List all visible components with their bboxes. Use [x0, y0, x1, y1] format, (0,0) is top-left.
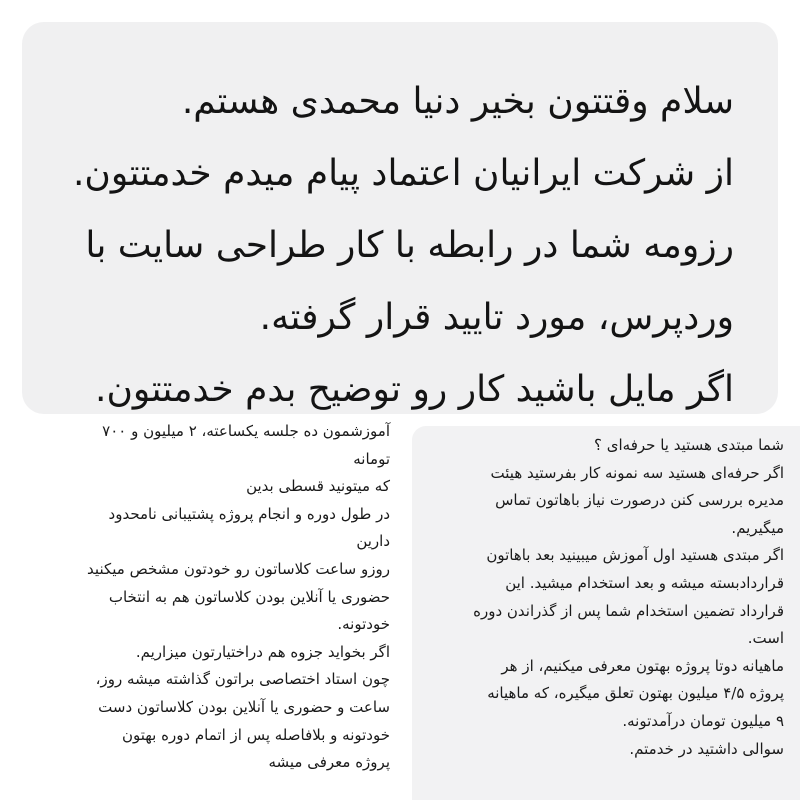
panel-line: ۹ میلیون تومان درآمدتونه. — [622, 711, 784, 730]
panel-line: قراردادبسته میشه و بعد استخدام میشید. این — [505, 573, 784, 592]
message-text — [34, 66, 734, 426]
panel-line: قرارداد تضمین استخدام شما پس از گذراندن دوره — [473, 601, 784, 620]
panel-line: است. — [747, 629, 784, 648]
panel-line: آموزشمون ده جلسه یکساعته، ۲ میلیون و ۷۰۰ — [102, 422, 390, 440]
panel-line: روزو ساعت کلاساتون رو خودتون مشخص میکنید — [87, 559, 390, 578]
panel-line: ساعت و حضوری یا آنلاین بودن کلاساتون دست — [98, 697, 390, 716]
panel-line: حضوری یا آنلاین بودن کلاساتون هم به انتخاب — [108, 587, 390, 606]
panel-line: که میتونید قسطی بدین — [246, 477, 390, 496]
message-line: وردپرس، مورد تایید قرار گرفته. — [259, 297, 734, 338]
panel-line: پروژه معرفی میشه — [268, 753, 390, 772]
message-bubble — [22, 22, 778, 414]
hiring-info-panel — [412, 426, 800, 800]
panel-line: چون استاد اختصاصی براتون گذاشته میشه روز، — [95, 670, 390, 689]
panel-line: تومانه — [353, 449, 390, 468]
message-line: سلام وقتتون بخیر دنیا محمدی هستم. — [181, 81, 734, 122]
panel-line: سوالی داشتید در خدمتم. — [629, 739, 784, 758]
course-info-panel — [0, 418, 404, 800]
message-line: اگر مایل باشید کار رو توضیح بدم خدمتتون. — [95, 369, 734, 410]
panel-line: اگر حرفه‌ای هستید سه نمونه کار بفرستید هیئت — [490, 463, 784, 482]
panel-line: اگر مبتدی هستید اول آموزش میبینید بعد باهاتون — [486, 546, 784, 565]
panel-line: پروژه ۴/۵ میلیون بهتون تعلق میگیره، که ماهیانه — [487, 684, 784, 703]
panel-line: شما مبتدی هستید یا حرفه‌ای ؟ — [594, 436, 784, 454]
panel-line: خودتونه و بلافاصله پس از اتمام دوره بهتون — [121, 725, 390, 744]
message-line: از شرکت ایرانیان اعتماد پیام میدم خدمتتون. — [72, 153, 734, 194]
panel-line: در طول دوره و انجام پروژه پشتیبانی نامحدود — [108, 504, 390, 523]
panel-line: خودتونه. — [337, 615, 390, 634]
panel-line: میگیریم. — [731, 518, 784, 537]
panel-line: اگر بخواید جزوه هم دراختیارتون میزاریم. — [135, 642, 390, 661]
panel-line: دارین — [356, 532, 390, 551]
panel-line: ماهیانه دوتا پروژه بهتون معرفی میکنیم، از هر — [501, 656, 784, 675]
message-line: رزومه شما در رابطه با کار طراحی سایت با — [85, 225, 734, 266]
panel-divider — [404, 418, 412, 800]
panel-line: مدیره بررسی کنن درصورت نیاز باهاتون تماس — [495, 491, 784, 510]
